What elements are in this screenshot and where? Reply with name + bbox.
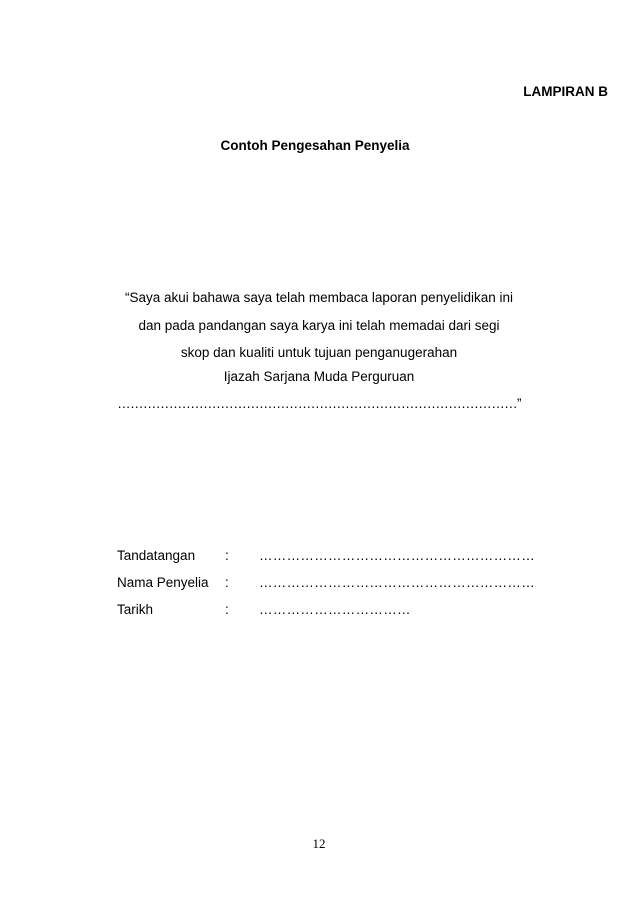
appendix-label: LAMPIRAN B	[523, 84, 608, 99]
declaration-line: dan pada pandangan saya karya ini telah memadai dari segi	[138, 318, 500, 333]
date-label: Tarikh	[117, 602, 154, 617]
page-title: Contoh Pengesahan Penyelia	[220, 138, 410, 153]
field-colon: :	[225, 575, 229, 590]
signature-blank: ……………………………………………………	[259, 548, 535, 563]
declaration-line: Ijazah Sarjana Muda Perguruan	[223, 369, 415, 384]
declaration-line: skop dan kualiti untuk tujuan penganugerahan	[180, 345, 458, 360]
page-number: 12	[312, 836, 326, 851]
supervisor-name-blank: ……………………………………………………	[259, 575, 535, 590]
signature-label: Tandatangan	[117, 548, 196, 563]
date-blank: ……………………………	[259, 602, 411, 617]
field-colon: :	[225, 548, 229, 563]
field-colon: :	[225, 602, 229, 617]
declaration-blank-line: …………………………………………………………………………………”	[117, 396, 521, 411]
supervisor-name-label: Nama Penyelia	[117, 575, 209, 590]
declaration-line: “Saya akui bahawa saya telah membaca laporan penyelidikan ini	[125, 290, 513, 305]
